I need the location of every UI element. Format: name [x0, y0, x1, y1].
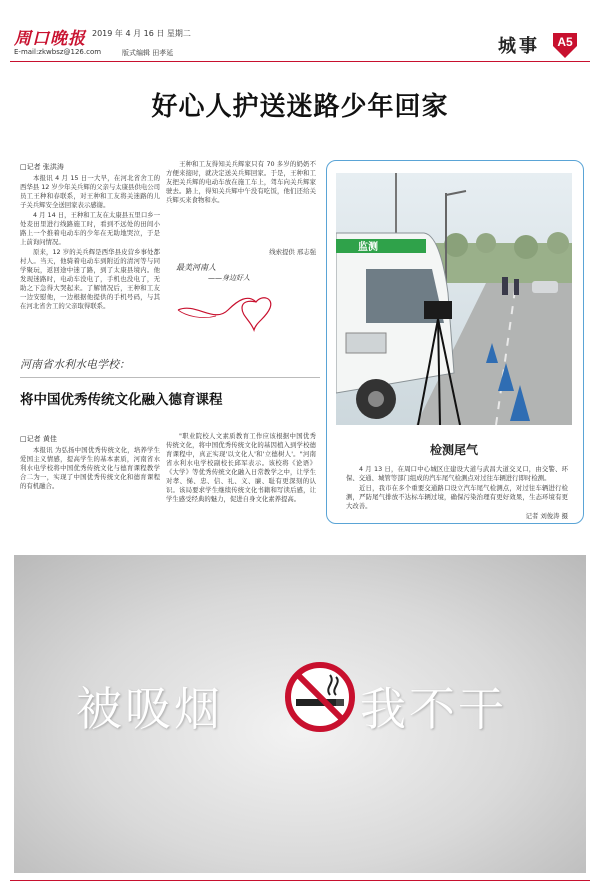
ad-slogan-left: 被吸烟	[76, 682, 223, 736]
lead-credit: 线索提供 邢志强	[269, 248, 316, 256]
ad-slogan-right: 我不干	[360, 682, 507, 736]
second-column-1	[20, 446, 160, 526]
lead-paragraph: 王种和工友得知关兵辉家只有 70 多岁的奶奶不方便来接时，就决定送关兵辉回家。于是，王种和工友把关兵辉的电动车放在施工车上，驾车向关兵辉家驶去。路上，得知关兵辉中午没有吃饭，他们还给关兵辉买来食物和水。	[166, 160, 316, 204]
contact-email: E-mail:zkwbsz@126.com	[14, 48, 102, 56]
lead-paragraph: 4 月 14 日，王种和工友在太康县五里口乡一处麦田里进行线路施工时，看到不远处的田间小路上一个推着电动车的少年在无助地哭泣，于是上前询问情况。	[20, 211, 160, 246]
good-people-stamp	[176, 262, 286, 334]
second-byline: □记者 黄佳	[20, 435, 57, 443]
lead-paragraph: 原来，12 岁的关兵辉是西华县皮营乡事处都村人。当天，他骑着电动车到附近的清河等与同学聚玩，返回途中迷了路，到了太康县境内。他发现迷路时，电动车没电了，手机也没电了，无助之下急得大哭起来。了解情况后，王种和工友一边安慰他，一边根据他提供的手机号码，与其在河北省舍工的父亲取得联系。	[20, 248, 160, 310]
page-number: A5	[557, 35, 573, 49]
caption-paragraph: 近日，我市在多个重要交通路口设立汽车尾气检测点，对过往车辆进行检测，严防尾气排放不达标车辆过境，确保污染治理有更好效果，生态环境有更大改善。	[346, 484, 568, 510]
no-smoking-ad	[14, 555, 586, 873]
lead-headline: 好心人护送迷路少年回家	[151, 92, 449, 122]
second-paragraph: "职业院校人文素质教育工作应该根据中国优秀传统文化，将中国优秀传统文化的基因植入到学校德育课程中，真正实现'以文化人'和'立德树人'。"河南省水利水电学校副校长邱军表示。该校将《论语》《大学》等优秀传统文化融入日常教学之中，让学生对孝、悌、忠、信、礼、义、廉、耻有更深刻的认识。该局要求学生继续传统文化书籍和写读后感，让学生感受经典的魅力，促进自身文化素养提高。	[166, 432, 316, 503]
second-column-2	[166, 432, 316, 526]
van-scene-illustration	[336, 173, 572, 425]
newspaper-logo: 周口晚报	[14, 29, 86, 49]
caption-paragraph: 4 月 13 日，在周口中心城区庄建设大道与武昌大道交叉口，由交警、环保、交通、城管等部门组成的汽车尾气检测点对过往车辆进行即时检测。	[346, 465, 568, 482]
second-kicker: 河南省水利水电学校：	[20, 358, 130, 371]
masthead-rule	[10, 61, 590, 62]
issue-date: 2019 年 4 月 16 日 星期二	[92, 29, 191, 38]
second-rule	[20, 377, 320, 378]
photo-story-caption	[346, 465, 568, 521]
ribbon-heart-icon	[176, 280, 286, 332]
lead-column-1	[20, 174, 160, 344]
emission-test-photo	[336, 173, 572, 425]
second-paragraph: 本报讯 为弘扬中国优秀传统文化，培养学生爱国主义情感，提高学生的基本素质，河南省水利水电学校将中国优秀传统文化与德育课程教学合二为一，实现了中国优秀传统文化和德育课程的有机融合。	[20, 446, 160, 490]
photo-story-title: 检测尾气	[429, 443, 478, 457]
footer-rule	[10, 880, 590, 881]
photo-credit: 记者 刘俊涛 摄	[525, 512, 568, 520]
stamp-title: 最美河南人	[176, 263, 216, 272]
section-name: 城事	[498, 36, 540, 57]
stamp-subtitle: ——身边好人	[208, 274, 250, 282]
page-number-badge	[550, 30, 580, 60]
no-smoking-icon	[284, 661, 356, 733]
van-label: 监测	[358, 242, 378, 253]
lead-byline: □记者 张洪涛	[20, 163, 64, 171]
lead-column-2	[166, 160, 316, 260]
second-headline: 将中国优秀传统文化融入德育课程	[20, 392, 223, 408]
layout-editor: 版式编辑 田孝延	[122, 49, 174, 57]
lead-paragraph: 本报讯 4 月 15 日一大早，在河北省舍工的西华县 12 岁少年关兵辉的父亲与太康县供电公司员工王种和春联系，对王种和工友将关迷路的儿子关兵辉安全送回家表示感谢。	[20, 174, 160, 209]
